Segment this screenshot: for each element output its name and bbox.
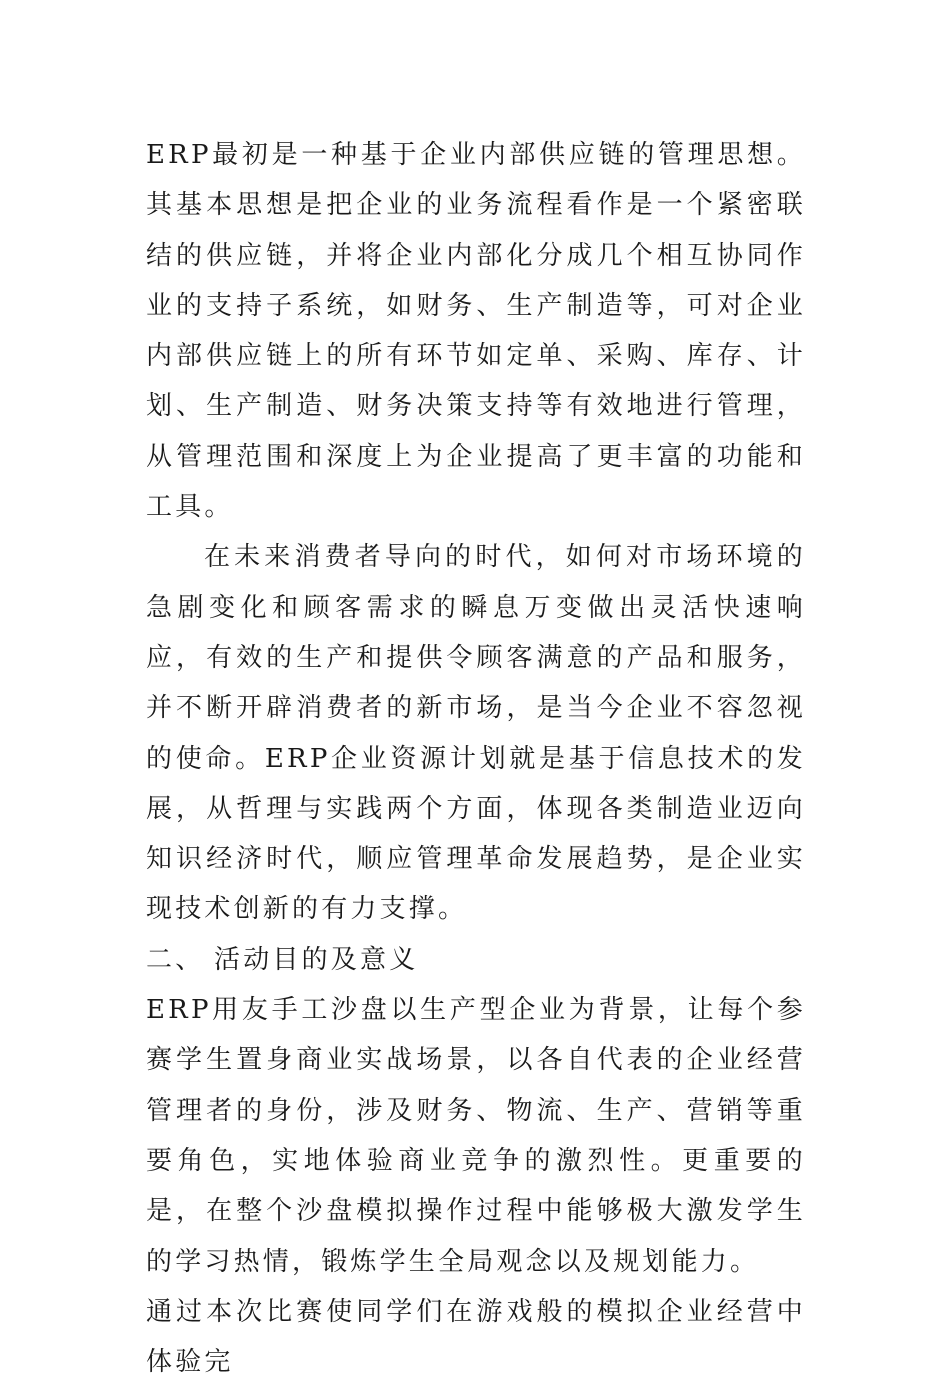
paragraph-sandbox: ERP用友手工沙盘以生产型企业为背景，让每个参赛学生置身商业实战场景，以各自代表的企业经营管理者的身份，涉及财务、物流、生产、营销等重要角色，实地体验商业竞争的激烈性。更重要的是，在整个沙盘模拟操作过程中能够极大激发学生的学习热情，锻炼学生全局观念以及规划能力。 <box>146 995 806 1277</box>
section-heading <box>146 935 806 985</box>
paragraph-consumer-era: 在未来消费者导向的时代，如何对市场环境的急剧变化和顾客需求的瞬息万变做出灵活快速响应，有效的生产和提供令顾客满意的产品和服务，并不断开辟消费者的新市场，是当今企业不容忽视的使命。ERP企业资源计划就是基于信息技术的发展，从哲理与实践两个方面，体现各类制造业迈向知识经济时代，顺应管理革命发展趋势，是企业实现技术创新的有力支撑。 <box>146 542 806 925</box>
document-body <box>146 130 806 1387</box>
paragraph-competition: 通过本次比赛使同学们在游戏般的模拟企业经营中体验完 <box>146 1296 806 1378</box>
paragraph-erp-intro: ERP最初是一种基于企业内部供应链的管理思想。其基本思想是把企业的业务流程看作是一个紧密联结的供应链，并将企业内部化分成几个相互协同作业的支持子系统，如财务、生产制造等，可对企业内部供应链上的所有环节如定单、采购、库存、计划、生产制造、财务决策支持等有效地进行管理，从管理范围和深度上为企业提高了更丰富的功能和工具。 <box>146 140 806 523</box>
section-number: 二、 <box>146 944 205 975</box>
section-title: 活动目的及意义 <box>214 944 419 975</box>
